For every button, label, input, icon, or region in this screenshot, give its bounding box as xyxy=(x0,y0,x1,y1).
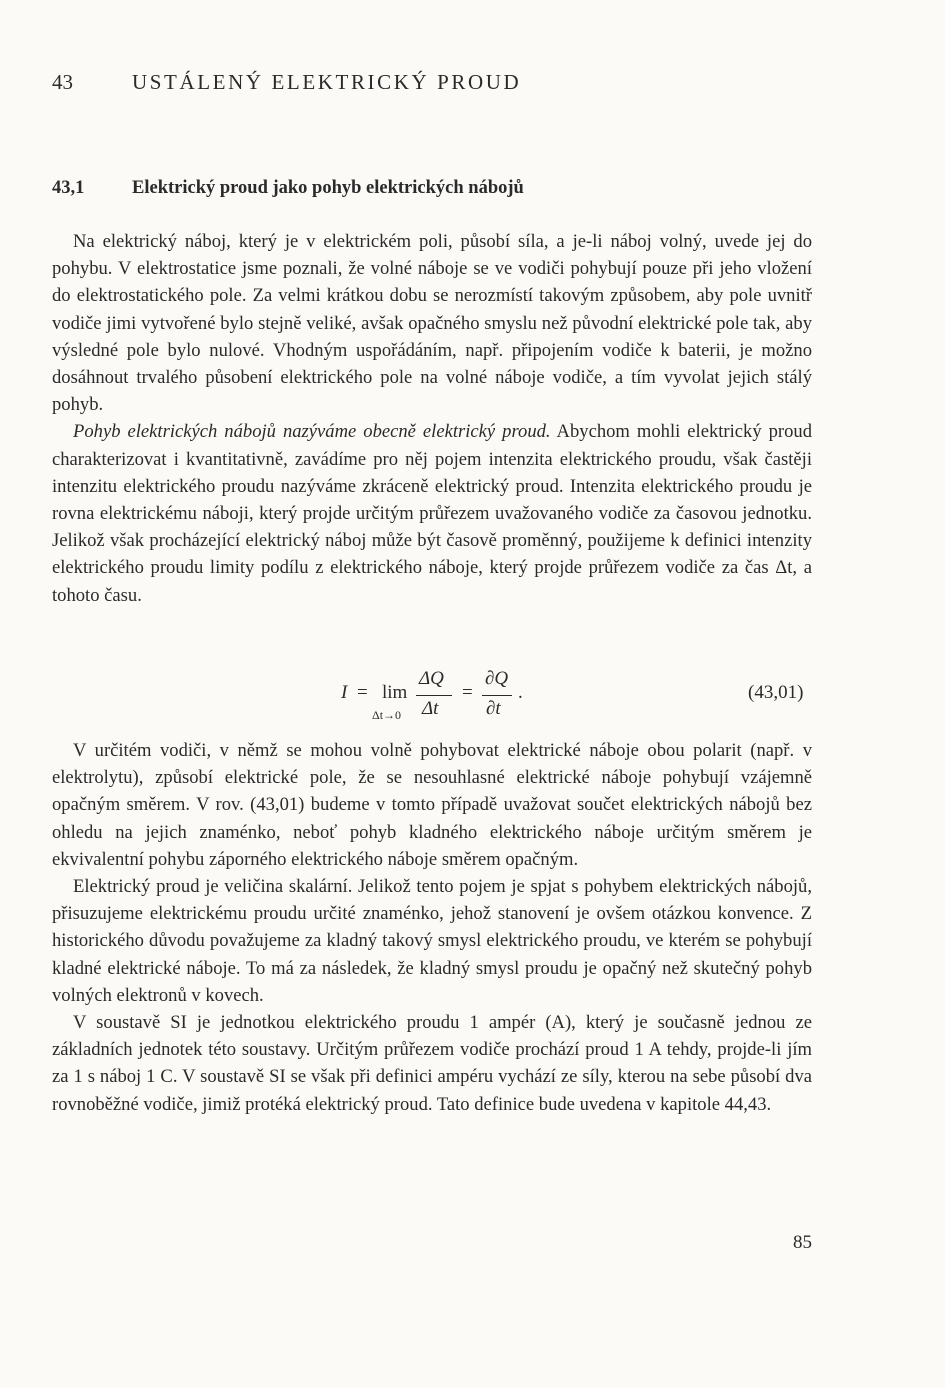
equation-equals-2: = xyxy=(462,682,473,703)
text-block-lower xyxy=(52,737,812,1118)
equation-label: (43,01) xyxy=(748,682,804,703)
paragraph xyxy=(52,873,812,1009)
chapter-number: 43 xyxy=(52,70,73,94)
section-title: Elektrický proud jako pohyb elektrických nábojů xyxy=(132,178,524,198)
section-number: 43,1 xyxy=(52,178,85,198)
paragraph xyxy=(52,418,812,608)
page-number: 85 xyxy=(793,1232,812,1253)
equation-lim-subscript: Δt→0 xyxy=(372,708,402,722)
paragraph-text: Abychom mohli elektrický proud charakterizovat i kvantitativně, zavádíme pro něj pojem intenzita elektrického proudu, však častěji intenzitu elektrického proudu nazýváme zkráceně elektrický proud. Intenzita elektrického proudu je rovna elektrickému náboji, který projde určitým průřezem uvažovaného vodiče za časovou jednotku. Jelikož však procházející elektrický náboj může být časově proměnný, použijeme k definici intenzity elektrického proudu limity podílu z elektrického náboje, který projde průřezem vodiče za čas Δt, a tohoto času. xyxy=(52,421,813,606)
fraction-1-numerator: ΔQ xyxy=(419,668,444,689)
text-block-upper xyxy=(52,228,812,609)
equation-43-01 xyxy=(52,668,812,730)
fraction-2-numerator: ∂Q xyxy=(485,668,509,689)
equation-period: . xyxy=(518,682,523,703)
equation-equals: = xyxy=(357,682,368,703)
chapter-header xyxy=(52,70,812,95)
paragraph-text: V určitém vodiči, v němž se mohou volně pohybovat elektrické náboje obou polarit (např. v elektrolytu), způsobí elektrické pole, že se nesouhlasné elektrické náboje pohybují vzájemně opačným směrem. V rov. (43,01) budeme v tomto případě uvažovat součet elektrických nábojů bez ohledu na jejich znaménko, neboť pohyb kladného elektrického náboje určitým směrem je ekvivalentní pohybu záporného elektrického náboje směrem opačným. xyxy=(52,740,812,870)
paragraph-lead-italic: Pohyb elektrických nábojů nazýváme obecně elektrický proud. xyxy=(73,421,551,443)
fraction-2-bar xyxy=(482,695,512,696)
paragraph-text: V soustavě SI je jednotkou elektrického proudu 1 ampér (A), který je současně jednou ze základních jednotek této soustavy. Určitým průřezem vodiče prochází proud 1 A tehdy, projde-li jím za 1 s náboj 1 C. V soustavě SI se však při definici ampéru vychází ze síly, kterou na sebe působí dva rovnoběžné vodiče, jimiž protéká elektrický proud. Tato definice bude uvedena v kapitole 44,43. xyxy=(52,1012,812,1115)
fraction-1-denominator: Δt xyxy=(422,698,439,719)
paragraph-text: Na elektrický náboj, který je v elektrickém poli, působí síla, a je-li náboj volný, uvede jej do pohybu. V elektrostatice jsme poznali, že volné náboje se ve vodiči pohybují pouze při jeho vložení do elektrostatického pole. Za velmi krátkou dobu se nerozmístí takovým způsobem, aby pole uvnitř vodiče jimi vytvořené bylo stejně veliké, avšak opačného smyslu než původní elektrické pole tak, aby výsledné pole bylo nulové. Vhodným uspořádáním, např. připojením vodiče k baterii, je možno dosáhnout trvalého působení elektrického pole na volné náboje vodiče, a tím vyvolat jejich stálý pohyb. xyxy=(52,231,812,416)
paragraph xyxy=(52,737,812,873)
chapter-title: USTÁLENÝ ELEKTRICKÝ PROUD xyxy=(132,70,522,94)
fraction-1-bar xyxy=(416,695,452,696)
paragraph xyxy=(52,1009,812,1118)
equation-lim: lim xyxy=(382,682,408,703)
paragraph-text: Elektrický proud je veličina skalární. Jelikož tento pojem je spjat s pohybem elektrických nábojů, přisuzujeme elektrickému proudu určité znaménko, jehož stanovení je ovšem otázkou konvence. Z historického důvodu považujeme za kladný takový smysl elektrického proudu, ve kterém se pohybují kladné elektrické náboje. To má za následek, že kladný smysl proudu je opačný než skutečný pohyb volných elektronů v kovech. xyxy=(52,876,812,1006)
paragraph xyxy=(52,228,812,418)
fraction-2-denominator: ∂t xyxy=(486,698,501,719)
equation-lhs: I xyxy=(341,682,348,703)
section-heading xyxy=(52,178,812,199)
